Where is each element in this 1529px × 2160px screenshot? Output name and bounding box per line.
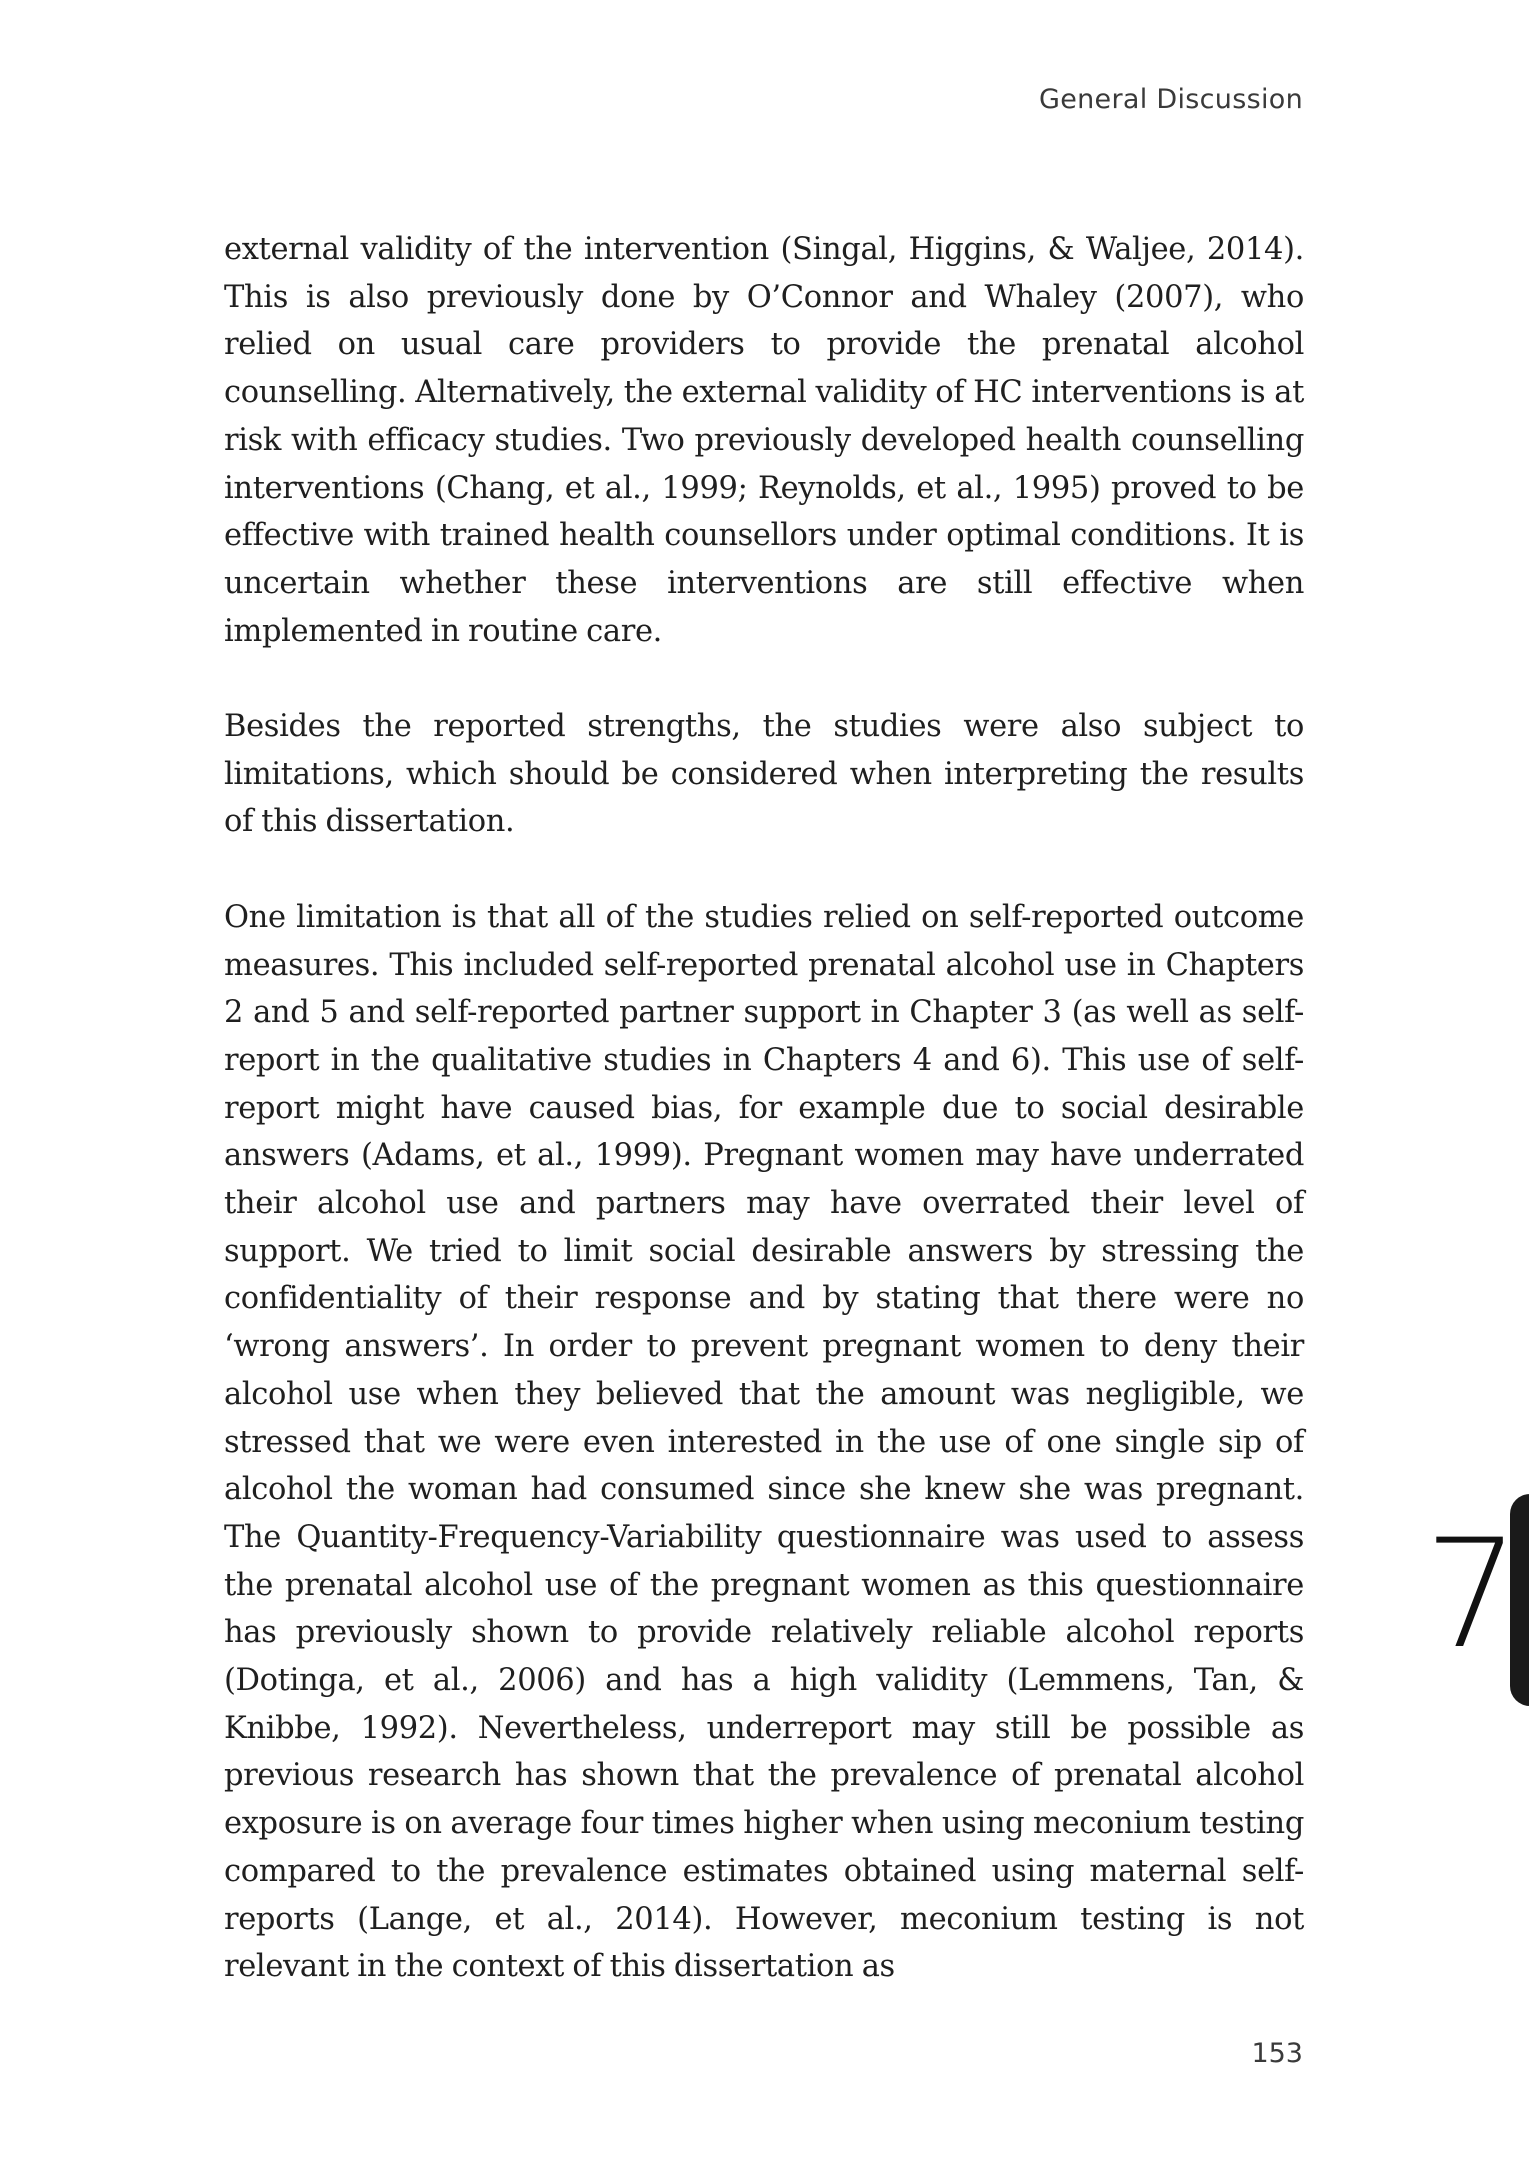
paragraph-limitations-intro: Besides the reported strengths, the studies were also subject to limitations, which should be considered when interpreting the results of this dissertation. [224, 709, 1304, 840]
running-header-title: General Discussion [1039, 84, 1303, 115]
paragraph-external-validity: external validity of the intervention (Singal, Higgins, & Waljee, 2014). This is also previously done by O’Connor and Whaley (2007), who relied on usual care providers to provide the prenatal alcohol counselling. Alternatively, the external validity of HC interventions is at risk with efficacy studies. Two previously developed health counselling interventions (Chang, et al., 1999; Reynolds, et al., 1995) proved to be effective with trained health counsellors under optimal conditions. It is uncertain whether these interventions are still effective when implemented in routine care. [224, 232, 1304, 649]
page-number: 153 [1251, 2038, 1303, 2069]
paragraph-self-report-limitation: One limitation is that all of the studies relied on self-reported outcome measures. This included self-reported prenatal alcohol use in Chapters 2 and 5 and self-reported partner support in Chapter 3 (as well as self-report in the qualitative studies in Chapters 4 and 6). This use of self-report might have caused bias, for example due to social desirable answers (Adams, et al., 1999). Pregnant women may have underrated their alcohol use and partners may have overrated their level of support. We tried to limit social desirable answers by stressing the confidentiality of their response and by stating that there were no ‘wrong answers’. In order to prevent pregnant women to deny their alcohol use when they believed that the amount was negligible, we stressed that we were even interested in the use of one single sip of alcohol the woman had consumed since she knew she was pregnant. The Quantity-Frequency-Variability questionnaire was used to assess the prenatal alcohol use of the pregnant women as this questionnaire has previously shown to provide relatively reliable alcohol reports (Dotinga, et al., 2006) and has a high validity (Lemmens, Tan, & Knibbe, 1992). Nevertheless, underreport may still be possible as previous research has shown that the prevalence of prenatal alcohol exposure is on average four times higher when using meconium testing compared to the prevalence estimates obtained using maternal self-reports (Lange, et al., 2014). However, meconium testing is not relevant in the context of this dissertation as [224, 899, 1304, 1985]
chapter-number: 7 [1424, 1508, 1520, 1682]
body-text [224, 226, 1304, 1991]
